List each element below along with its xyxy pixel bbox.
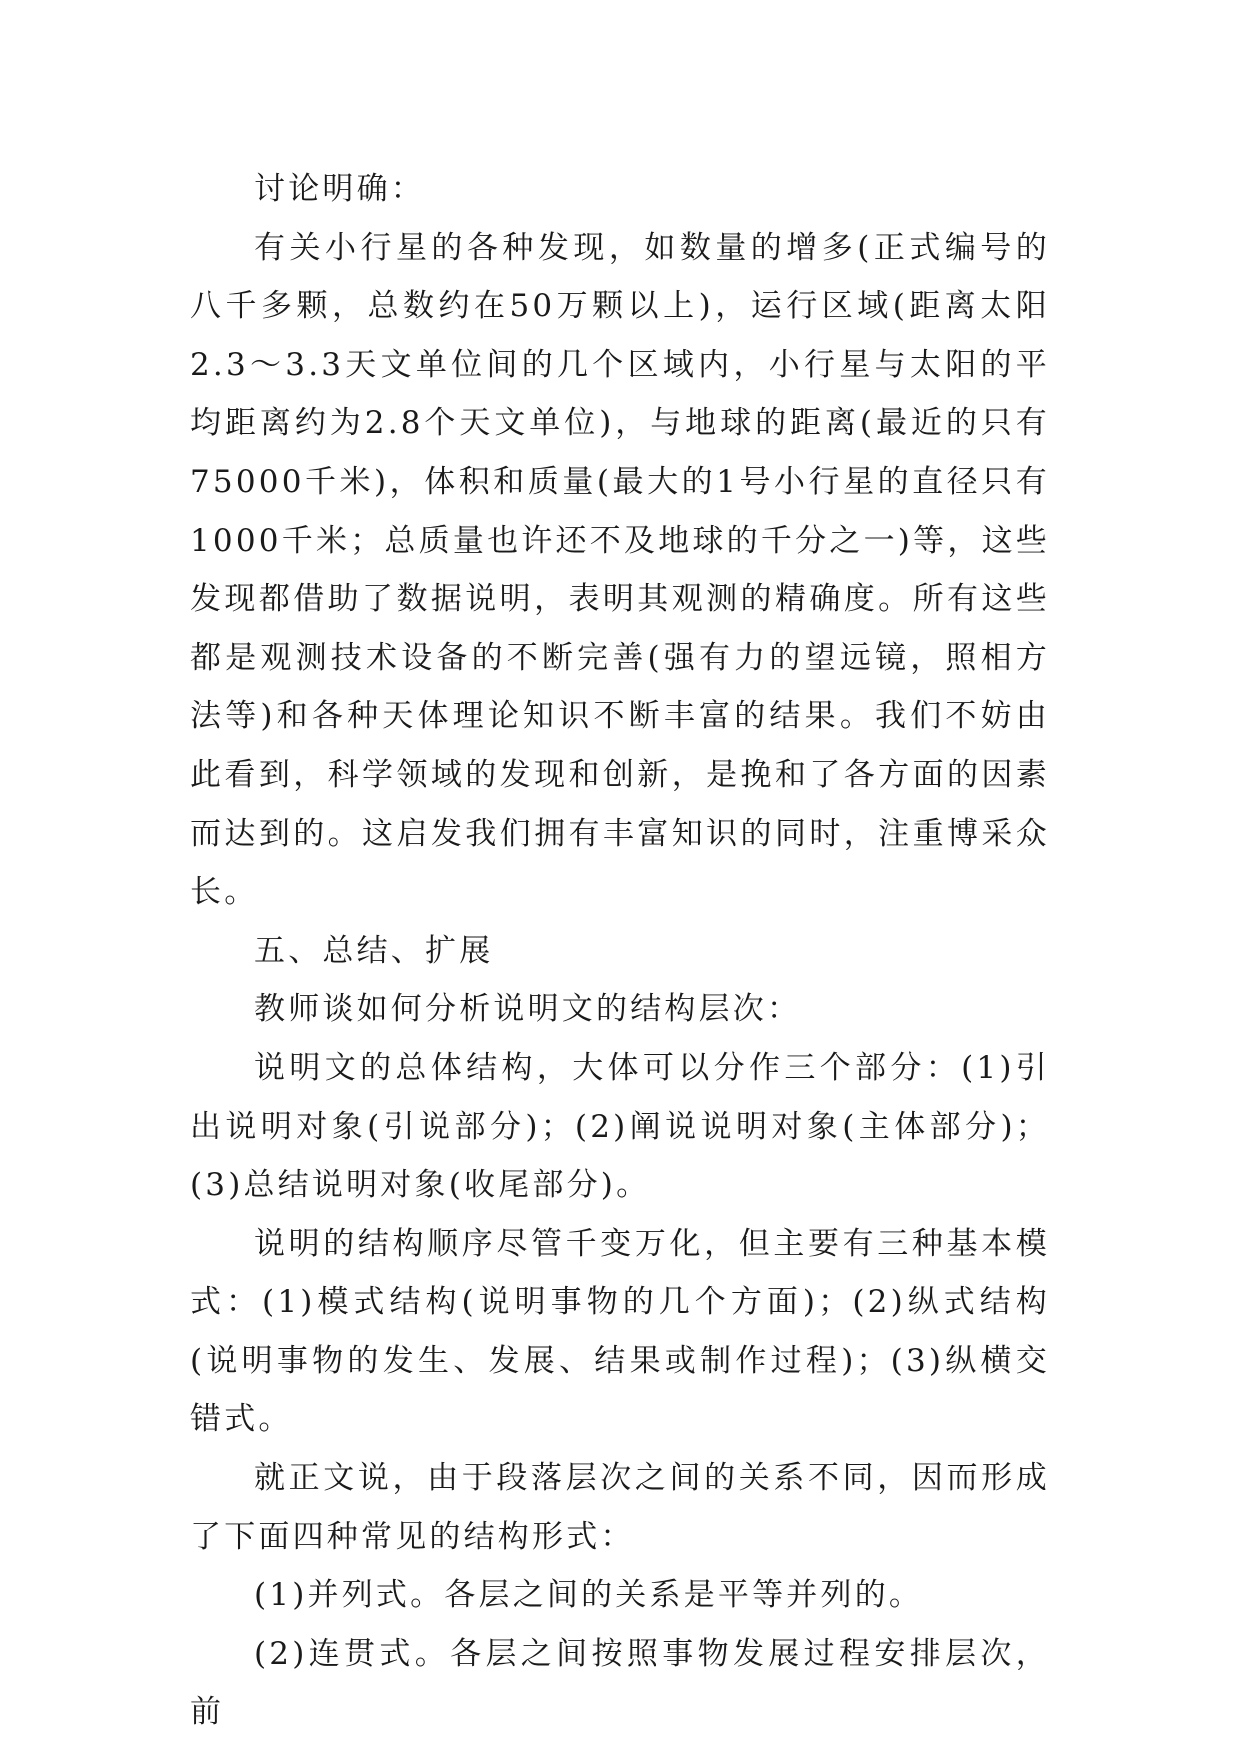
paragraph-discussion-heading: 讨论明确： [254, 171, 425, 207]
section-heading-summary: 五、总结、扩展 [254, 932, 494, 969]
list-item-sequential: (2)连贯式。各层之间按照事物发展过程安排层次，前 [190, 1635, 1050, 1731]
paragraph-four-forms: 就正文说，由于段落层次之间的关系不同，因而形成了下面四种常见的结构形式： [190, 1460, 1050, 1555]
document-body [190, 160, 1050, 1742]
paragraph-structure-modes: 说明的结构顺序尽管千变万化，但主要有三种基本模式：(1)模式结构(说明事物的几个方面)；(2)纵式结构(说明事物的发生、发展、结果或制作过程)；(3)纵横交错式。 [190, 1225, 1050, 1438]
paragraph-overall-structure: 说明文的总体结构，大体可以分作三个部分：(1)引出说明对象(引说部分)；(2)阐说说明对象(主体部分)；(3)总结说明对象(收尾部分)。 [190, 1049, 1050, 1204]
paragraph-teacher-intro: 教师谈如何分析说明文的结构层次： [254, 991, 802, 1028]
paragraph-asteroid-discoveries: 有关小行星的各种发现，如数量的增多(正式编号的八千多颗，总数约在50万颗以上)，运行区域(距离太阳2.3～3.3天文单位间的几个区域内，小行星与太阳的平均距离约为2.8个天文单位)，与地球的距离(最近的只有75000千米)，体积和质量(最大的1号小行星的直径只有1000千米；总质量也许还不及地球的千分之一)等，这些发现都借助了数据说明，表明其观测的精确度。所有这些都是观测技术设备的不断完善(强有力的望远镜，照相方法等)和各种天体理论知识不断丰富的结果。我们不妨由此看到，科学领域的发现和创新，是挽和了各方面的因素而达到的。这启发我们拥有丰富知识的同时，注重博采众长。 [190, 229, 1050, 911]
list-item-parallel: (1)并列式。各层之间的关系是平等并列的。 [254, 1577, 924, 1614]
